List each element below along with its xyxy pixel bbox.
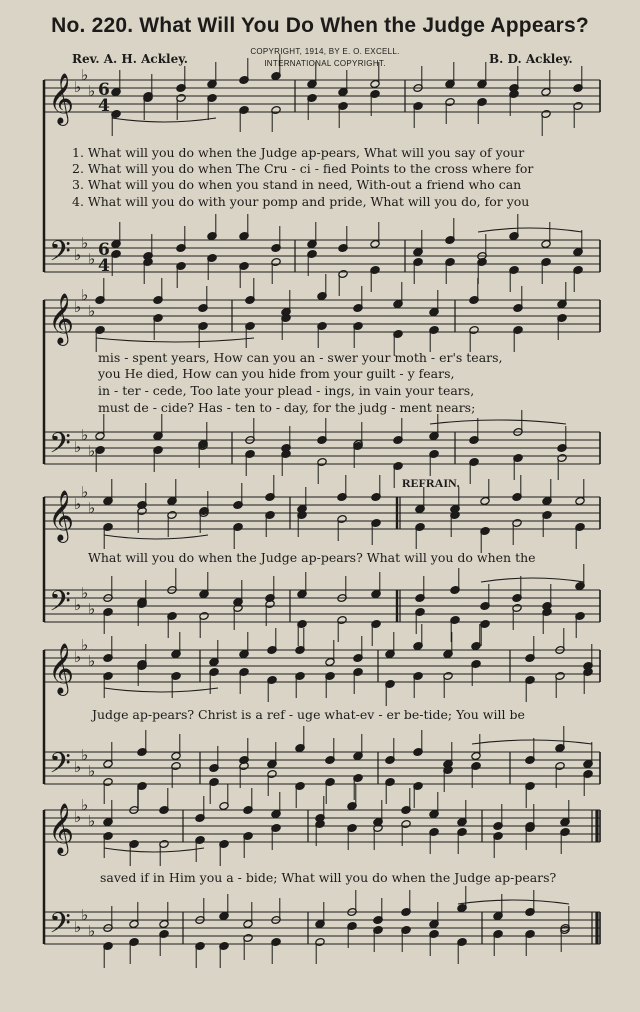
verse-2-line-2: you He died, How can you hide from your guilt - y fears, [98,366,455,381]
slur [104,688,218,692]
slur [458,900,569,904]
copyright-notice: COPYRIGHT, 1914, BY E. O. EXCELL. INTERNATIONAL COPYRIGHT. [250,47,400,68]
treble-clef: 𝄞 [48,643,75,694]
flat-sign: ♭ [81,66,89,84]
slur [478,228,582,232]
flat-sign: ♭ [88,302,96,320]
verse-3-line-2: in - ter - cede, Too late your plead - ings, in vain your tears, [98,383,475,398]
music-credit: B. D. Ackley. [489,52,573,66]
bass-clef: 𝄢 [49,747,71,787]
flat-sign: ♭ [81,286,89,304]
flat-sign: ♭ [81,426,89,444]
flat-sign: ♭ [74,758,82,776]
slur [104,535,208,539]
verse-3-line-1: 3. What will you do when you stand in need, With-out a friend who can [72,177,522,192]
refrain-lyric-2: Judge ap-pears? Christ is a ref - uge what-ev - er be-tide; You will be [92,707,525,722]
slur [481,578,584,582]
bass-clef: 𝄢 [49,235,71,275]
flat-sign: ♭ [74,438,82,456]
bass-clef: 𝄢 [49,585,71,625]
verse-4-line-2: must de - cide? Has - ten to - day, for the judg - ment nears; [98,400,476,415]
flat-sign: ♭ [81,636,89,654]
flat-sign: ♭ [74,78,82,96]
flat-sign: ♭ [74,648,82,666]
time-signature-top: 6 [98,80,110,100]
flat-sign: ♭ [88,82,96,100]
verse-1-line-1: 1. What will you do when the Judge ap-pears, What will you say of your [72,145,525,160]
verse-4-line-1: 4. What will you do with your pomp and pride, What will you do, for you [72,194,530,209]
hymn-title: No. 220. What Will You Do When the Judge Appears? [51,14,589,37]
slur [472,740,592,744]
flat-sign: ♭ [88,652,96,670]
flat-sign: ♭ [81,584,89,602]
treble-clef: 𝄞 [48,293,75,344]
flat-sign: ♭ [81,234,89,252]
flat-sign: ♭ [74,596,82,614]
flat-sign: ♭ [74,246,82,264]
slur [430,420,566,424]
flat-sign: ♭ [74,808,82,826]
refrain-lyric-1: What will you do when the Judge ap-pears? What will you do when the [88,550,536,565]
slur [112,118,216,122]
treble-clef: 𝄞 [48,73,75,124]
flat-sign: ♭ [81,796,89,814]
flat-sign: ♭ [81,906,89,924]
flat-sign: ♭ [88,600,96,618]
time-signature-bottom: 4 [98,256,110,276]
bass-clef: 𝄢 [49,907,71,947]
verse-1-line-2: mis - spent years, How can you an - swer your moth - er's tears, [98,350,503,365]
flat-sign: ♭ [74,495,82,513]
bass-clef: 𝄢 [49,427,71,467]
flat-sign: ♭ [74,918,82,936]
time-signature-bottom: 4 [98,96,110,116]
slur [104,848,204,852]
slur [96,338,254,342]
flat-sign: ♭ [88,499,96,517]
refrain-lyric-3: saved if in Him you a - bide; What will you do when the Judge ap-pears? [100,870,557,885]
time-signature-top: 6 [98,240,110,260]
verse-2-line-1: 2. What will you do when The Cru - ci - fied Points to the cross where for [72,161,534,176]
flat-sign: ♭ [88,762,96,780]
flat-sign: ♭ [88,922,96,940]
treble-clef: 𝄞 [48,803,75,854]
flat-sign: ♭ [88,812,96,830]
flat-sign: ♭ [88,250,96,268]
flat-sign: ♭ [81,746,89,764]
flat-sign: ♭ [81,483,89,501]
flat-sign: ♭ [74,298,82,316]
flat-sign: ♭ [88,442,96,460]
words-credit: Rev. A. H. Ackley. [72,52,188,66]
refrain-label: REFRAIN. [402,476,460,490]
treble-clef: 𝄞 [48,490,75,541]
